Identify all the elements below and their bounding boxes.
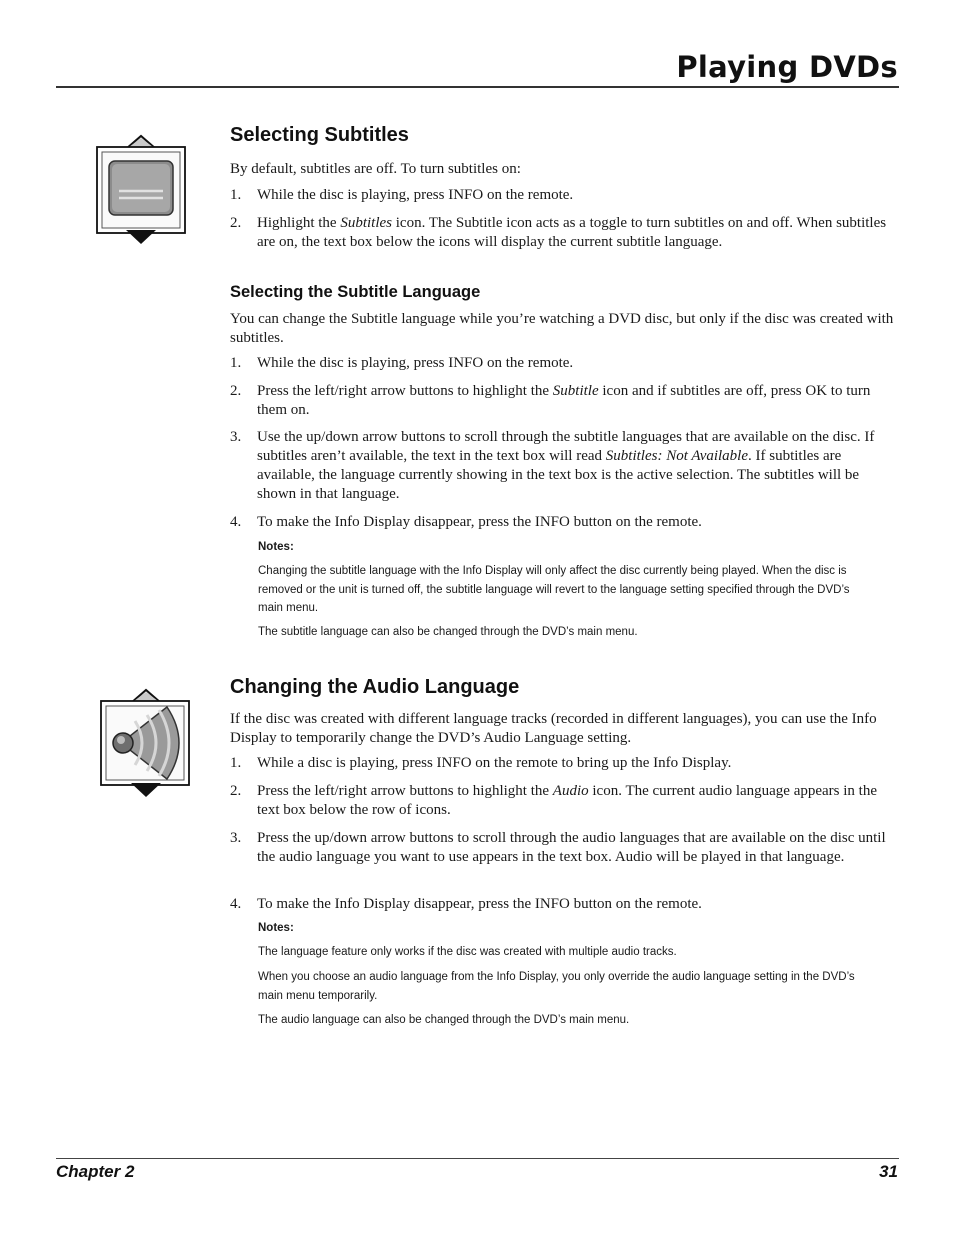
notes-heading: Notes: [258,922,294,934]
subtitles-intro: By default, subtitles are off. To turn subtitles on: [230,161,521,177]
subtitle-icon [95,133,187,247]
section-heading-audio-language: Changing the Audio Language [230,676,520,698]
page-number: 31 [879,1162,898,1181]
note: The language feature only works if the disc was created with multiple audio tracks. [258,946,677,958]
list-item: 4. To make the Info Display disappear, press the INFO button on the remote. [230,514,702,530]
subtitle-language-intro: You can change the Subtitle language while you’re watching a DVD disc, but only if the disc was created with subtitles. [230,311,894,346]
list-item: 2. Press the left/right arrow buttons to highlight the Audio icon. The current audio language appears in the text box below the row of icons. [230,783,878,818]
list-item: 4. To make the Info Display disappear, press the INFO button on the remote. [230,896,702,912]
list-item: 1. While the disc is playing, press INFO on the remote. [230,187,574,203]
note: The subtitle language can also be changed through the DVD’s main menu. [258,626,638,638]
note: When you choose an audio language from the Info Display, you only override the audio language setting in the DVD’s main menu temporarily. [258,971,855,1002]
page-title: Playing DVDs [676,50,898,84]
list-item: 1. While the disc is playing, press INFO on the remote. [230,355,574,371]
note: Changing the subtitle language with the Info Display will only affect the disc currently being played. When the disc is removed or the unit is turned off, the subtitle language will revert to the language setting specified through the DVD’s main menu. [258,565,850,614]
list-item: 3. Press the up/down arrow buttons to scroll through the audio languages that are available on the disc until the audio language you want to use appears in the text box. Audio will be played in that language. [230,830,886,865]
header-rule [56,86,899,88]
section-heading-subtitles: Selecting Subtitles [230,124,409,146]
audio-icon [99,687,193,799]
list-item: 2. Press the left/right arrow buttons to highlight the Subtitle icon and if subtitles are off, press OK to turn them on. [230,383,871,418]
audio-language-intro: If the disc was created with different language tracks (recorded in different languages), you can use the Info Display to temporarily change the DVD’s Audio Language setting. [230,711,877,746]
subheading-subtitle-language: Selecting the Subtitle Language [230,283,481,301]
footer-rule [56,1158,899,1159]
list-item: 3. Use the up/down arrow buttons to scroll through the subtitle languages that are available on the disc. If subtitles aren’t available, the text in the text box will read Subtitles: Not Available. If subtitles are available, the language currently showing in the text box is the active selection. The subtitles will be shown in that language. [230,429,875,502]
list-item: 1. While a disc is playing, press INFO on the remote to bring up the Info Display. [230,755,732,771]
notes-heading: Notes: [258,541,294,553]
list-item: 2. Highlight the Subtitles icon. The Subtitle icon acts as a toggle to turn subtitles on and off. When subtitles are on, the text box below the icons will display the current subtitle language. [230,215,887,250]
footer-chapter: Chapter 2 [56,1162,135,1181]
note: The audio language can also be changed through the DVD’s main menu. [258,1014,630,1026]
